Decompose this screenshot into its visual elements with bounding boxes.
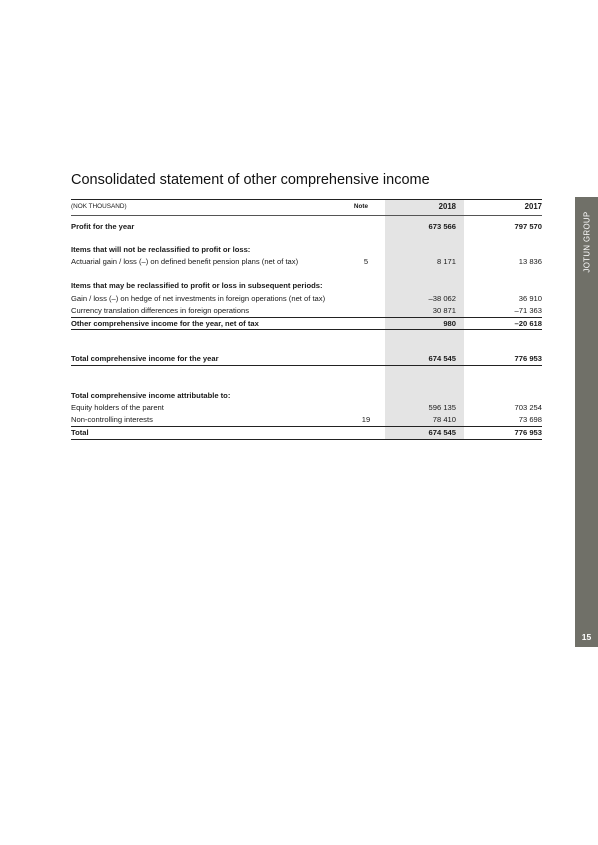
- final-bottom-rule: [71, 439, 542, 440]
- header-rule: [71, 215, 542, 216]
- section-heading: Items that will not be reclassified to profit or loss:: [71, 245, 251, 254]
- subtotal-row: Other comprehensive income for the year, net of tax 980 –20 618: [71, 319, 542, 328]
- total-bottom-rule: [71, 365, 542, 366]
- table-top-rule: [71, 199, 542, 200]
- final-total-row: Total 674 545 776 953: [71, 428, 542, 437]
- table-header: [71, 201, 542, 213]
- page-title: Consolidated statement of other comprehensive income: [71, 172, 430, 188]
- brand-label: JOTUN GROUP: [582, 211, 591, 273]
- section-heading: Items that may be reclassified to profit or loss in subsequent periods:: [71, 281, 323, 290]
- section-heading: Total comprehensive income attributable to:: [71, 391, 231, 400]
- table-row: Gain / loss (–) on hedge of net investments in foreign operations (net of tax) –38 062 36 910: [71, 294, 542, 303]
- table-row: Equity holders of the parent 596 135 703 254: [71, 403, 542, 412]
- page-number: 15: [581, 632, 592, 642]
- table-row: Profit for the year 673 566 797 570: [71, 222, 542, 231]
- year-2018-header: 2018: [438, 202, 456, 211]
- year-2017-header: 2017: [524, 202, 542, 211]
- unit-label: (NOK THOUSAND): [71, 203, 127, 210]
- table-row: Non-controlling interests 19 78 410 73 698: [71, 415, 542, 424]
- table-row: Currency translation differences in foreign operations 30 871 –71 363: [71, 306, 542, 315]
- subtotal-bottom-rule: [71, 329, 542, 330]
- total-row: Total comprehensive income for the year 674 545 776 953: [71, 354, 542, 363]
- table-row: Actuarial gain / loss (–) on defined benefit pension plans (net of tax) 5 8 171 13 836: [71, 257, 542, 266]
- note-header: Note: [353, 203, 369, 210]
